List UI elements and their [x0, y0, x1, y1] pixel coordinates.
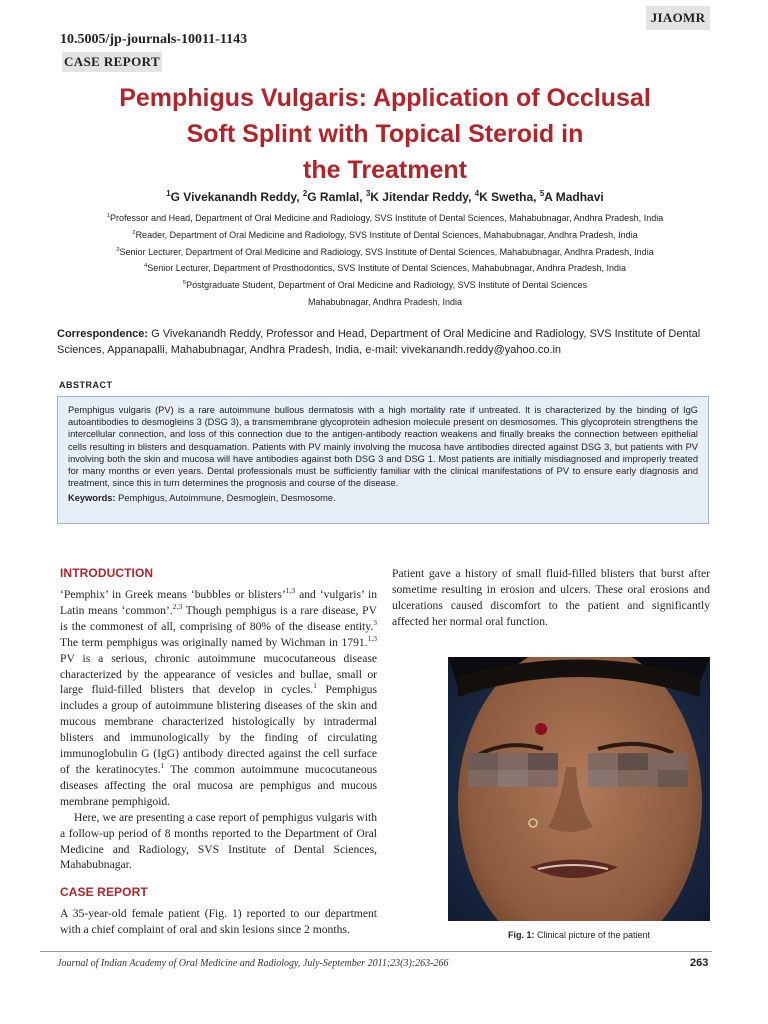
patient-face-image	[448, 657, 710, 921]
journal-citation: Journal of Indian Academy of Oral Medicine and Radiology, July-September 2011;23(3):263-266	[57, 958, 449, 969]
title-line: Pemphigus Vulgaris: Application of Occlusal	[119, 84, 651, 112]
case-report-paragraph: A 35-year-old female patient (Fig. 1) reported to our department with a chief complaint of oral and skin lesions since 2 months.	[60, 907, 377, 937]
affiliation-text: Senior Lecturer, Department of Prosthodontics, SVS Institute of Dental Sciences, Mahabubnagar, Andhra Pradesh, India	[147, 263, 627, 274]
section-label: CASE REPORT	[62, 52, 162, 72]
author-sup: 3	[365, 189, 371, 198]
affiliations	[30, 210, 740, 311]
affiliation-text: Professor and Head, Department of Oral Medicine and Radiology, SVS Institute of Dental Sciences, Mahabubnagar, Andhra Pradesh, India	[110, 213, 664, 223]
case-report-heading: CASE REPORT	[60, 885, 148, 900]
citation-sup: 3	[373, 617, 377, 627]
author-list	[40, 190, 730, 204]
affiliation-sup: 4	[143, 263, 148, 270]
keywords-label: Keywords:	[68, 493, 116, 504]
patient-photo	[448, 657, 710, 921]
citation-sup: 1,3	[367, 633, 377, 643]
affiliation-sup: 5	[182, 280, 187, 287]
affiliation-text: Reader, Department of Oral Medicine and Radiology, SVS Institute of Dental Sciences, Mahabubnagar, Andhra Pradesh, India	[135, 229, 638, 240]
intro-text-segment: PV is a serious, chronic autoimmune mucocutaneous disease characterized by the appearance of vesicles and bullae, small or large fluid-filled blisters that develop in cycles.	[60, 651, 377, 697]
intro-text-segment: ‘Pemphix’ in Greek means ‘bubbles or blisters’	[60, 588, 286, 601]
doi: 10.5005/jp-journals-10011-1143	[60, 32, 248, 47]
keywords-text: Pemphigus, Autoimmune, Desmoglein, Desmosome.	[115, 493, 336, 504]
author-name: G Vivekanandh Reddy,	[170, 190, 300, 204]
introduction-paragraph	[60, 587, 377, 810]
abstract-text: Pemphigus vulgaris (PV) is a rare autoimmune bullous dermatosis with a high mortality rate if untreated. It is characterized by the binding of IgG autoantibodies to desmogleins 3 (DSG 3), a transmembrane glycoprotein adhesion molecule present on desmosomes. This glycoprotein strengthens the intercellular connection, and loss of this connection due to the antigen-antibody reaction weakens and finally breaks the connection between epithelial cells resulting in blisters and desquamation. Patients with PV mainly involving the mucosa have antibodies directed against DSG 3, but patients with PV involving both the skin and mucosa will have antibodies against both DSG 3 and DSG 1. Most patients are initially misdiagnosed and improperly treated for many months or even years. Dental professionals must be sufficiently familiar with the clinical manifestations of PV to ensure early diagnosis and treatment, since this in turn determines the prognosis and course of the disease.	[68, 405, 698, 489]
author-name: K Swetha,	[479, 190, 537, 204]
title-line: the Treatment	[303, 156, 467, 184]
intro-text-segment: and ‘vulgaris’ in Latin means ‘common’.	[60, 588, 377, 617]
affiliation	[30, 227, 740, 244]
figure-label: Fig. 1:	[507, 930, 535, 940]
author-name: K Jitendar Reddy,	[370, 190, 472, 204]
article-title	[40, 80, 730, 188]
author-sup: 2	[302, 189, 308, 198]
journal-tag: JIAOMR	[646, 6, 710, 30]
introduction-paragraph-2: Here, we are presenting a case report of pemphigus vulgaris with a follow-up period of 8 months reported to the Department of Oral Medicine and Radiology, SVS Institute of Dental Sciences, Mahabubnagar.	[60, 810, 377, 872]
title-line: Soft Splint with Topical Steroid in	[186, 120, 584, 148]
keywords	[68, 492, 698, 504]
intro-text-segment: The term pemphigus was originally named by Wichman in 1791.	[60, 635, 368, 649]
author-sup: 1	[166, 189, 171, 198]
citation-sup: 2,3	[172, 602, 183, 612]
figure-caption-text: Clinical picture of the patient	[534, 930, 651, 940]
author-sup: 5	[539, 189, 545, 198]
intro-text-segment: Though pemphigus is a rare disease, PV is the commonest of all, comprising of 80% of the disease entity.	[60, 603, 377, 633]
affiliation-sup: 2	[132, 229, 136, 236]
case-history-paragraph: Patient gave a history of small fluid-filled blisters that burst after sometime resulting in erosion and ulcers. These oral erosions and ulcerations caused discomfort to the patient and significantly affected her normal oral function.	[392, 567, 710, 628]
author-sup: 4	[474, 189, 480, 198]
citation-sup: 1	[160, 761, 165, 771]
intro-text-segment: Pemphigus includes a group of autoimmune blistering diseases of the skin and mucous membrane characterized histologically by intradermal blisters and immunologically by the finding of circulating immunoglobulin G (IgG) antibody directed against the cell surface of the keratinocytes.	[60, 683, 377, 776]
affiliation-continuation: Mahabubnagar, Andhra Pradesh, India	[307, 296, 463, 307]
citation-sup: 1	[313, 681, 317, 691]
left-column	[60, 566, 377, 938]
correspondence-label: Correspondence:	[57, 328, 149, 340]
correspondence	[57, 326, 719, 358]
affiliation	[30, 277, 740, 294]
author-name: A Madhavi	[544, 190, 604, 204]
intro-text-segment: The common autoimmune mucocutaneous diseases affecting the oral mucosa are pemphigus and mucous membrane pemphigoid.	[60, 762, 377, 808]
affiliation-sup: 3	[116, 246, 120, 253]
abstract-heading: ABSTRACT	[59, 380, 113, 390]
introduction-heading: INTRODUCTION	[60, 566, 154, 580]
footer-divider	[40, 951, 712, 952]
bindi-mark	[535, 723, 547, 735]
abstract-box	[57, 396, 709, 524]
affiliation	[30, 260, 740, 277]
affiliation	[30, 210, 740, 227]
right-column	[392, 566, 710, 630]
figure-caption	[448, 930, 710, 940]
affiliation-text: Postgraduate Student, Department of Oral Medicine and Radiology, SVS Institute of Dental Sciences	[186, 280, 588, 291]
author-name: G Ramlal,	[307, 190, 363, 204]
affiliation-sup: 1	[106, 213, 111, 219]
affiliation-text: Senior Lecturer, Department of Oral Medicine and Radiology, SVS Institute of Dental Sciences, Mahabubnagar, Andhra Pradesh, India	[119, 246, 654, 257]
page-number: 263	[690, 957, 709, 969]
citation-sup: 1,3	[285, 586, 296, 596]
affiliation	[30, 244, 740, 261]
correspondence-text: G Vivekanandh Reddy, Professor and Head, Department of Oral Medicine and Radiology, SVS Institute of Dental Sciences, Appanapalli, Mahabubnagar, Andhra Pradesh, India, e-mail: vivekanandh.reddy@yahoo.co.in	[57, 328, 701, 356]
